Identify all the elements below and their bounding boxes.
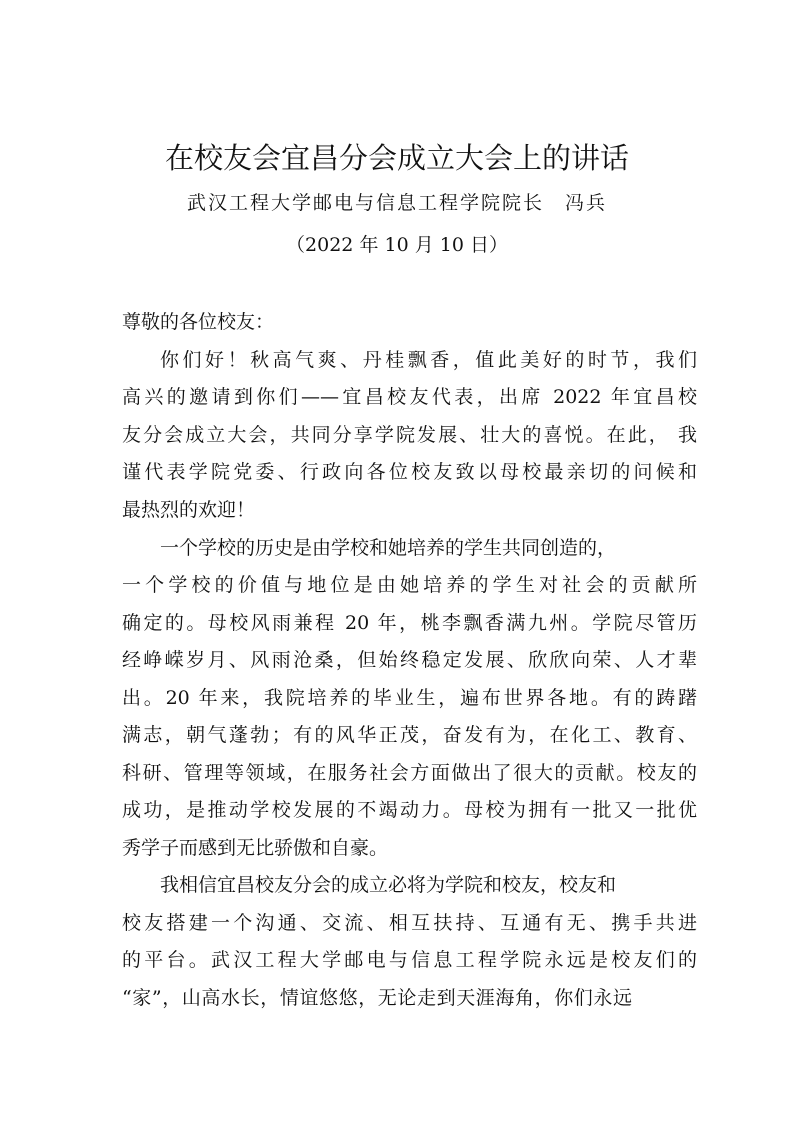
body-line: 友分会成立大会，共同分享学院发展、壮大的喜悦。在此， 我 [122, 424, 697, 446]
body-line: 我相信宜昌校友分会的成立必将为学院和校友，校友和 [160, 874, 617, 896]
body-line: 你们好！秋高气爽、丹桂飘香，值此美好的时节，我们 [160, 349, 697, 371]
body-line: 的平台。武汉工程大学邮电与信息工程学院永远是校友们的 [122, 949, 697, 971]
body-line: 一个学校的历史是由学校和她培养的学生共同创造的， [160, 537, 617, 559]
body-line: 满志，朝气蓬勃；有的风华正茂，奋发有为，在化工、教育、 [122, 724, 697, 746]
body-line: 科研、管理等领域，在服务社会方面做出了很大的贡献。校友的 [122, 762, 697, 784]
date-line: （2022 年 10 月 10 日） [286, 234, 508, 256]
body-line: 最热烈的欢迎！ [122, 499, 256, 521]
body-line: 确定的。母校风雨兼程 20 年，桃李飘香满九州。学院尽管历 [122, 612, 697, 634]
body-line: 谨代表学院党委、行政向各位校友致以母校最亲切的问候和 [122, 461, 697, 483]
body-line: 高兴的邀请到你们——宜昌校友代表，出席 2022 年宜昌校 [122, 386, 697, 408]
body-line: 校友搭建一个沟通、交流、相互扶持、互通有无、携手共进 [122, 912, 697, 934]
document-title: 在校友会宜昌分会成立大会上的讲话 [164, 141, 629, 175]
body-line: 成功，是推动学校发展的不竭动力。母校为拥有一批又一批优 [122, 799, 697, 821]
body-line: 秀学子而感到无比骄傲和自豪。 [122, 837, 389, 859]
salutation: 尊敬的各位校友： [122, 311, 275, 333]
body-line: 出。20 年来，我院培养的毕业生，遍布世界各地。有的踌躇 [122, 687, 697, 709]
author-line: 武汉工程大学邮电与信息工程学院院长 冯兵 [186, 192, 607, 214]
body-line: 一个学校的价值与地位是由她培养的学生对社会的贡献所 [122, 574, 697, 596]
body-line: 经峥嵘岁月、风雨沧桑，但始终稳定发展、欣欣向荣、人才辈 [122, 649, 697, 671]
body-line: “家”，山高水长，情谊悠悠，无论走到天涯海角，你们永远 [122, 987, 632, 1009]
